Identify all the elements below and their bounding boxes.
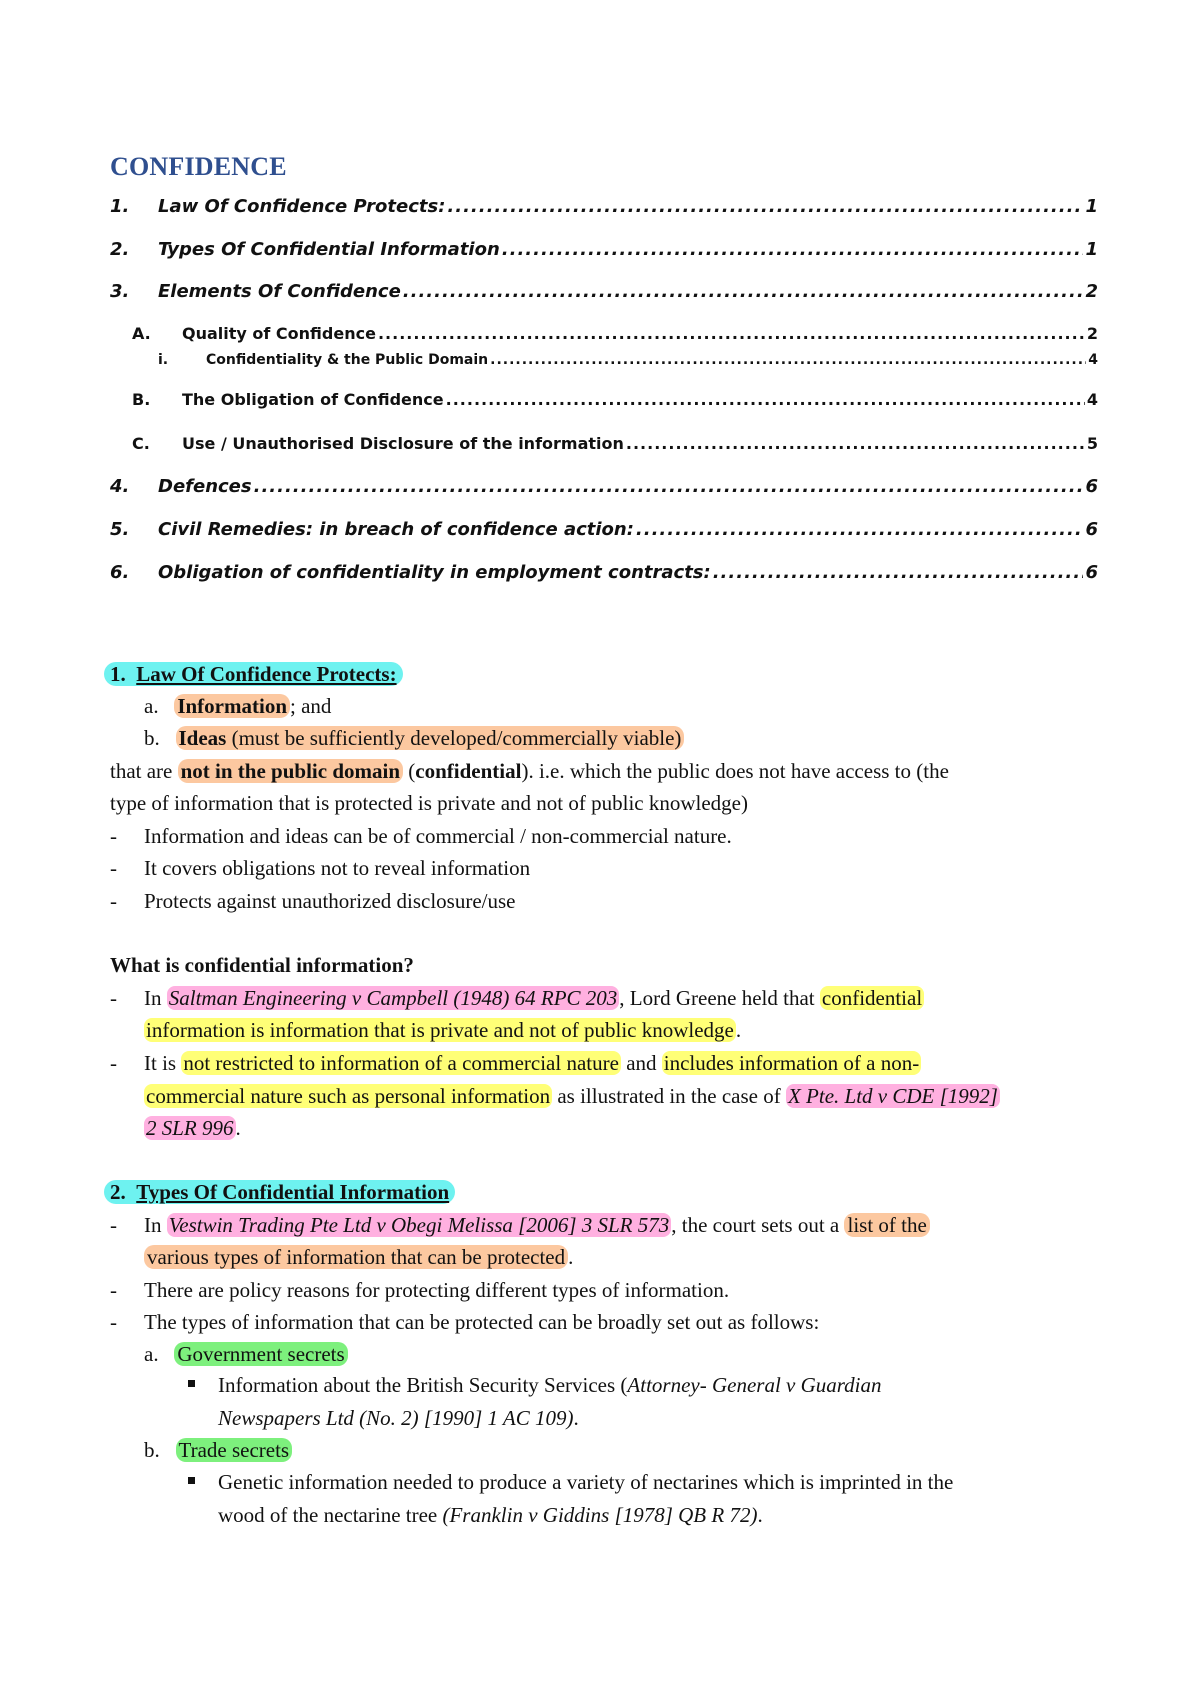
highlight: Government secrets [174, 1342, 347, 1366]
highlight: Trade secrets [176, 1438, 293, 1462]
subheading: What is confidential information? [110, 953, 414, 977]
toc-number: 2. [110, 239, 130, 260]
toc-leader [502, 239, 1084, 260]
text: . [573, 1406, 579, 1430]
dash-marker: - [110, 1278, 117, 1302]
paragraph-line: type of information that is protected is private and not of public knowledge) [110, 791, 748, 815]
text: In [144, 1213, 167, 1237]
text: ( [403, 759, 416, 783]
paragraph-line [218, 1499, 763, 1531]
highlight [176, 726, 685, 750]
toc-leader [490, 352, 1086, 368]
toc-leader [403, 281, 1084, 302]
toc-entry[interactable] [110, 390, 1098, 409]
text: Information about the British Security Services ( [218, 1373, 628, 1397]
case-citation: X Pte. Ltd v CDE [1992] [787, 1084, 998, 1108]
toc-leader [378, 324, 1085, 343]
list-marker: a. [144, 1342, 159, 1366]
document-title: CONFIDENCE [110, 152, 287, 181]
toc-text: Use / Unauthorised Disclosure of the information [182, 434, 624, 453]
toc-page: 5 [1086, 434, 1098, 453]
toc-leader [254, 476, 1084, 497]
toc-leader [713, 562, 1084, 583]
toc-entry[interactable] [110, 196, 1098, 217]
toc-number: 3. [110, 281, 130, 302]
highlight: not restricted to information of a commercial nature [183, 1051, 619, 1075]
paragraph-line [144, 1047, 921, 1079]
list-item [144, 722, 684, 754]
toc-entry[interactable] [110, 324, 1098, 343]
text: Ideas [178, 726, 227, 750]
toc-page: 4 [1088, 352, 1098, 368]
toc-number: 1. [110, 196, 130, 217]
section-2-heading [104, 1176, 455, 1208]
toc-leader [626, 434, 1085, 453]
square-bullet-icon [188, 1380, 195, 1387]
text: In [144, 986, 167, 1010]
text: confidential [415, 759, 522, 783]
case-citation: Newspapers Ltd (No. 2) [1990] 1 AC 109) [218, 1406, 574, 1430]
toc-text: Confidentiality & the Public Domain [206, 352, 489, 368]
highlight: Information [174, 694, 290, 718]
dash-marker: - [110, 1051, 117, 1075]
text: It is [144, 1051, 182, 1075]
paragraph-line [144, 1209, 930, 1241]
toc-text: Quality of Confidence [182, 324, 376, 343]
paragraph-line [110, 755, 949, 787]
toc-entry[interactable] [110, 281, 1098, 302]
toc-text: Elements Of Confidence [158, 281, 401, 302]
text: . [735, 1018, 742, 1042]
section-number: 1. [110, 662, 126, 686]
paragraph-line [144, 1014, 741, 1046]
text: ). i.e. which the public does not have access to (the [521, 759, 949, 783]
toc-entry[interactable] [110, 239, 1098, 260]
bullet-text: Protects against unauthorized disclosure/use [144, 889, 516, 913]
text: . [757, 1503, 763, 1527]
text: , Lord Greene held that [619, 986, 820, 1010]
text: (must be sufficiently developed/commercially viable) [226, 726, 682, 750]
toc-entry[interactable] [110, 562, 1098, 583]
case-citation: Attorney- General v Guardian [627, 1373, 882, 1397]
toc-page: 6 [1085, 519, 1098, 540]
toc-entry[interactable] [110, 352, 1098, 368]
toc-page: 1 [1085, 239, 1098, 260]
paragraph-line [218, 1402, 579, 1434]
toc-page: 2 [1085, 281, 1098, 302]
paragraph-line [218, 1369, 882, 1401]
dash-marker: - [110, 1213, 117, 1237]
dash-marker: - [110, 889, 117, 913]
toc-text: Types Of Confidential Information [158, 239, 500, 260]
case-citation: Saltman Engineering v Campbell (1948) 64 RPC 203 [168, 986, 618, 1010]
toc-leader [636, 519, 1084, 540]
paragraph-line [144, 1241, 573, 1273]
list-item [144, 1434, 292, 1466]
list-item [144, 690, 331, 722]
text: . [568, 1245, 574, 1269]
paragraph-line [144, 1112, 241, 1144]
toc-page: 2 [1086, 324, 1098, 343]
toc-text: Civil Remedies: in breach of confidence action: [158, 519, 634, 540]
toc-number: C. [132, 434, 150, 453]
toc-entry[interactable] [110, 519, 1098, 540]
dash-marker: - [110, 1310, 117, 1334]
toc-entry[interactable] [110, 476, 1098, 497]
highlight: confidential [821, 986, 923, 1010]
square-bullet-icon [188, 1477, 195, 1484]
case-citation: 2 SLR 996 [146, 1116, 234, 1140]
text: that are [110, 759, 178, 783]
dash-marker: - [110, 856, 117, 880]
highlight: not in the public domain [178, 759, 403, 783]
toc-text: Defences [158, 476, 252, 497]
toc-text: Obligation of confidentiality in employment contracts: [158, 562, 711, 583]
toc-number: A. [132, 324, 151, 343]
highlight: list of the [844, 1213, 929, 1237]
highlight: commercial nature such as personal information [146, 1084, 551, 1108]
text: wood of the nectarine tree [218, 1503, 443, 1527]
text: ; and [290, 694, 332, 718]
dash-marker: - [110, 986, 117, 1010]
highlight: various types of information that can be protected [144, 1245, 568, 1269]
section-title: Law Of Confidence Protects: [136, 662, 397, 686]
toc-page: 4 [1086, 390, 1098, 409]
section-number: 2. [110, 1180, 126, 1204]
bullet-text: It covers obligations not to reveal information [144, 856, 531, 880]
toc-page: 1 [1085, 196, 1098, 217]
list-marker: b. [144, 726, 160, 750]
text: as illustrated in the case of [552, 1084, 786, 1108]
toc-text: Law Of Confidence Protects: [158, 196, 446, 217]
list-item [144, 1338, 348, 1370]
toc-leader [447, 196, 1083, 217]
highlight: includes information of a non- [663, 1051, 920, 1075]
highlight: information is information that is private and not of public knowledge [146, 1018, 734, 1042]
toc-text: The Obligation of Confidence [182, 390, 444, 409]
toc-number: B. [132, 390, 151, 409]
case-citation: (Franklin v Giddins [1978] QB R 72) [442, 1503, 758, 1527]
toc-leader [446, 390, 1085, 409]
paragraph-line [144, 1080, 1000, 1112]
section-1-heading [104, 658, 403, 690]
toc-number: 6. [110, 562, 130, 583]
text: , the court sets out a [671, 1213, 845, 1237]
toc-page: 6 [1085, 562, 1098, 583]
dash-marker: - [110, 824, 117, 848]
text: and [620, 1051, 662, 1075]
list-marker: a. [144, 694, 159, 718]
toc-number: 4. [110, 476, 130, 497]
case-citation: Vestwin Trading Pte Ltd v Obegi Melissa [2006] 3 SLR 573 [168, 1213, 670, 1237]
section-title: Types Of Confidential Information [136, 1180, 450, 1204]
toc-number: i. [158, 352, 169, 368]
toc-page: 6 [1085, 476, 1098, 497]
bullet-text: The types of information that can be protected can be broadly set out as follows: [144, 1310, 820, 1334]
paragraph-line: Genetic information needed to produce a variety of nectarines which is imprinted in the [218, 1470, 954, 1494]
toc-number: 5. [110, 519, 130, 540]
bullet-text: Information and ideas can be of commercial / non-commercial nature. [144, 824, 732, 848]
paragraph-line [144, 982, 924, 1014]
toc-entry[interactable] [110, 434, 1098, 453]
list-marker: b. [144, 1438, 160, 1462]
bullet-text: There are policy reasons for protecting different types of information. [144, 1278, 730, 1302]
text: . [235, 1116, 241, 1140]
